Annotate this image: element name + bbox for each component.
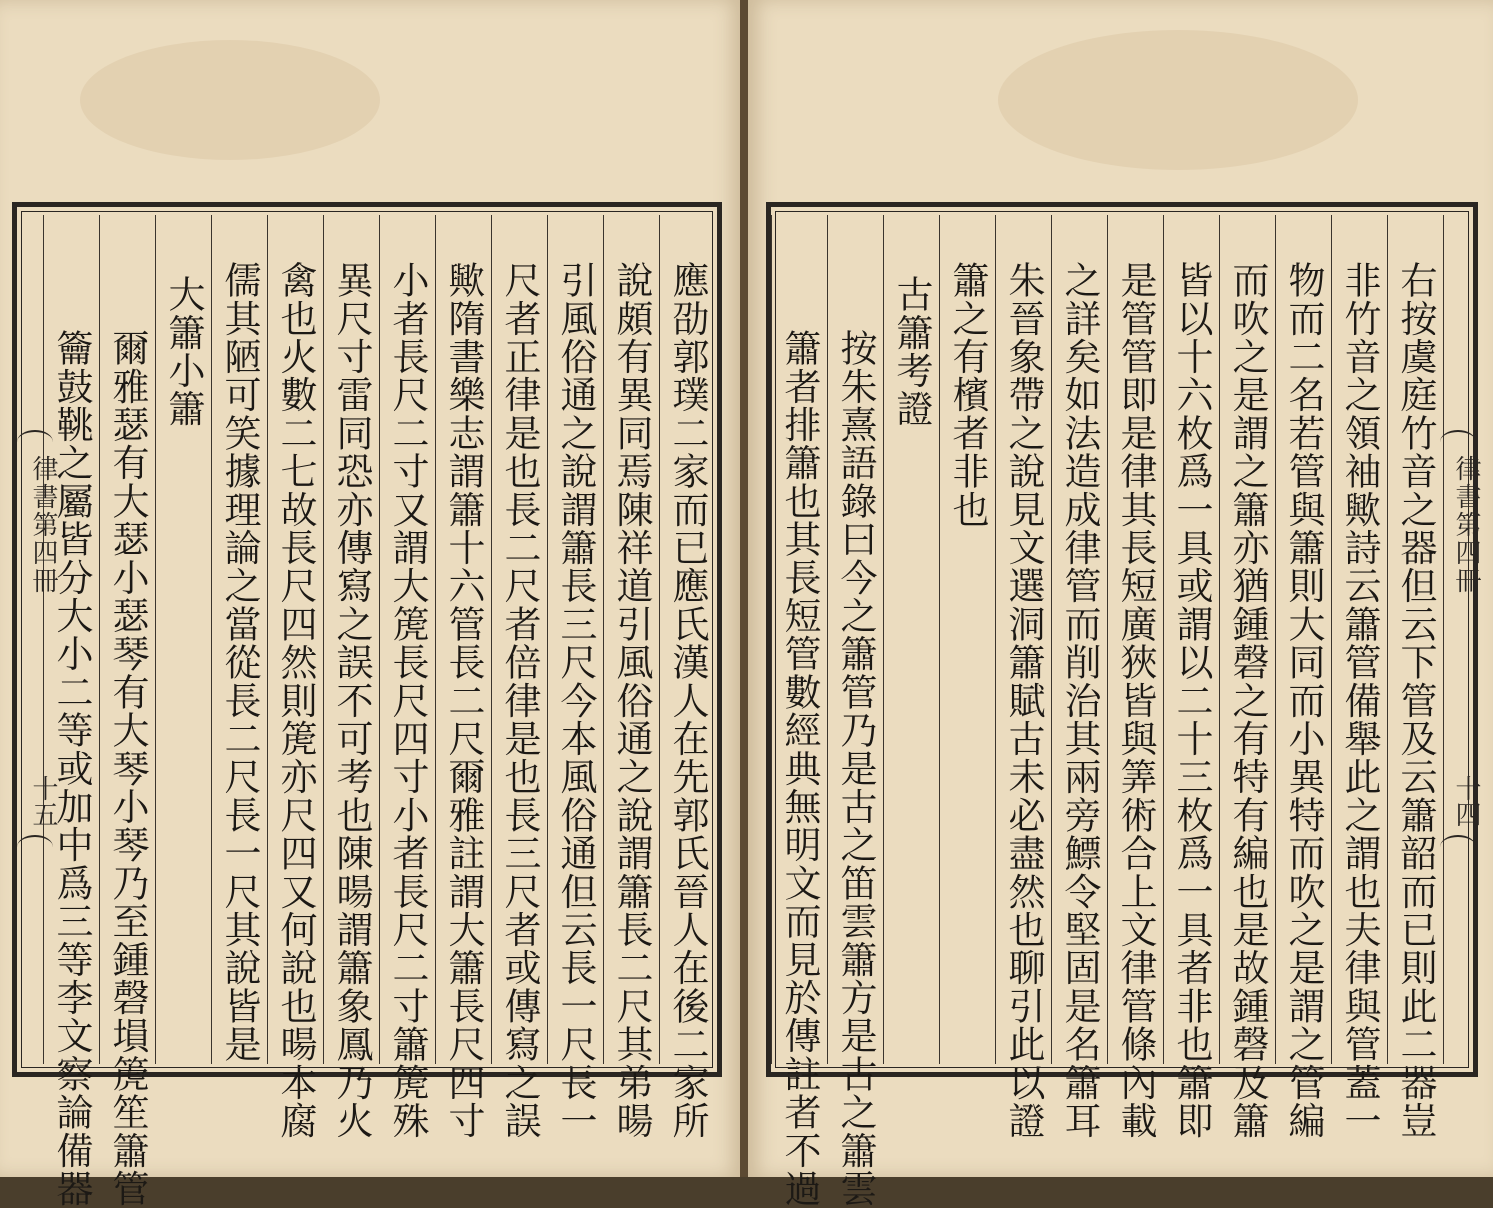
right-col-10: [883, 215, 939, 1064]
text-column: 簫之有檳者非也: [946, 261, 989, 529]
left-page: [0, 0, 742, 1208]
text-column: 簫者排簫也其長短管數經典無明文而見於傳註者不過: [778, 329, 821, 1208]
left-col-10: [155, 215, 211, 1064]
text-column: 應劭郭璞二家而已應氏漢人在先郭氏晉人在後二家所: [666, 261, 709, 1140]
right-page-frame: [766, 202, 1481, 1208]
fold-fishtail-top: [1440, 430, 1476, 454]
text-column: 而吹之是謂之簫亦猶鍾磬之有特有編也是故鍾磬及簫: [1226, 261, 1269, 1140]
text-column: 朱晉象帶之說見文選洞簫賦古未必盡然也聊引此以證: [1002, 261, 1045, 1140]
right-col-4: [1219, 215, 1275, 1140]
text-column: 小者長尺二寸又謂大箎長尺四寸小者長尺二寸簫箎殊: [386, 261, 429, 1140]
left-page-frame: [12, 202, 722, 1208]
text-column: 禽也火數二七故長尺四然則箎亦尺四又何說也暘本腐: [274, 261, 317, 1140]
text-column: 引風俗通之說謂簫長三尺今本風俗通但云長一尺長一: [554, 261, 597, 1140]
right-page: [748, 0, 1493, 1208]
text-column: 歟隋書樂志謂簫十六管長二尺爾雅註謂大簫長尺四寸: [442, 261, 485, 1140]
left-col-11: [99, 215, 155, 1208]
left-col-7: [323, 215, 379, 1140]
left-col-6: [379, 215, 435, 1140]
left-fold-column: [3, 215, 58, 1064]
text-column: 儒其陋可笑據理論之當從長二尺長一尺其說皆是: [218, 261, 261, 1064]
right-fold-column: [1443, 215, 1487, 1064]
section-heading: 大簫小簫: [162, 275, 205, 428]
fold-fishtail-bottom: [1440, 835, 1476, 859]
left-col-9: [211, 215, 267, 1064]
fold-fishtail-top: [17, 430, 53, 454]
left-col-8: [267, 215, 323, 1140]
right-col-1: [1387, 215, 1443, 1140]
text-column: 右按虞庭竹音之器但云下管及云簫韶而已則此二器豈: [1394, 261, 1437, 1140]
fold-title: 律書第四冊: [28, 455, 58, 595]
text-column: 非竹音之領袖歟詩云簫管備舉此之謂也夫律與管蓋一: [1338, 261, 1381, 1140]
text-column: 是管管即是律其長短廣狹皆與筭術合上文律管條內載: [1114, 261, 1157, 1140]
fold-fishtail-bottom: [17, 835, 53, 859]
right-col-6: [1107, 215, 1163, 1140]
text-column: 尺者正律是也長二尺者倍律是也長三尺者或傳寫之誤: [498, 261, 541, 1140]
fold-page-number: 十四: [1451, 775, 1481, 827]
text-column: 按朱熹語錄曰今之簫管乃是古之笛雲簫方是古之簫雲: [834, 329, 877, 1208]
right-col-3: [1275, 215, 1331, 1140]
fold-page-number: 十五: [28, 775, 58, 827]
left-col-2: [603, 215, 659, 1140]
section-heading: 古簫考證: [890, 275, 933, 428]
left-col-12: [43, 215, 99, 1208]
text-column: 之詳矣如法造成律管而削治其兩旁鰾令堅固是名簫耳: [1058, 261, 1101, 1140]
left-col-1: [659, 215, 715, 1140]
left-col-3: [547, 215, 603, 1140]
left-col-5: [435, 215, 491, 1140]
right-col-2: [1331, 215, 1387, 1140]
right-col-8: [995, 215, 1051, 1140]
right-col-7: [1051, 215, 1107, 1140]
right-col-12: [771, 215, 827, 1208]
text-column: 籥鼓鞉之屬皆分大小二等或加中爲三等李文察論備器: [50, 329, 93, 1208]
text-column: 說頗有異同焉陳祥道引風俗通之說謂簫長二尺其弟暘: [610, 261, 653, 1140]
text-column: 物而二名若管與簫則大同而小異特而吹之是謂之管編: [1282, 261, 1325, 1140]
fold-title: 律書第四冊: [1451, 455, 1481, 595]
text-column: 皆以十六枚爲一具或謂以二十三枚爲一具者非也簫即: [1170, 261, 1213, 1140]
right-col-11: [827, 215, 883, 1208]
text-column: 異尺寸雷同恐亦傳寫之誤不可考也陳暘謂簫象鳳乃火: [330, 261, 373, 1140]
text-column: 爾雅瑟有大瑟小瑟琴有大琴小琴乃至鍾磬塤箎笙簫管: [106, 329, 149, 1208]
left-col-4: [491, 215, 547, 1140]
right-col-5: [1163, 215, 1219, 1140]
right-col-9: [939, 215, 995, 1064]
